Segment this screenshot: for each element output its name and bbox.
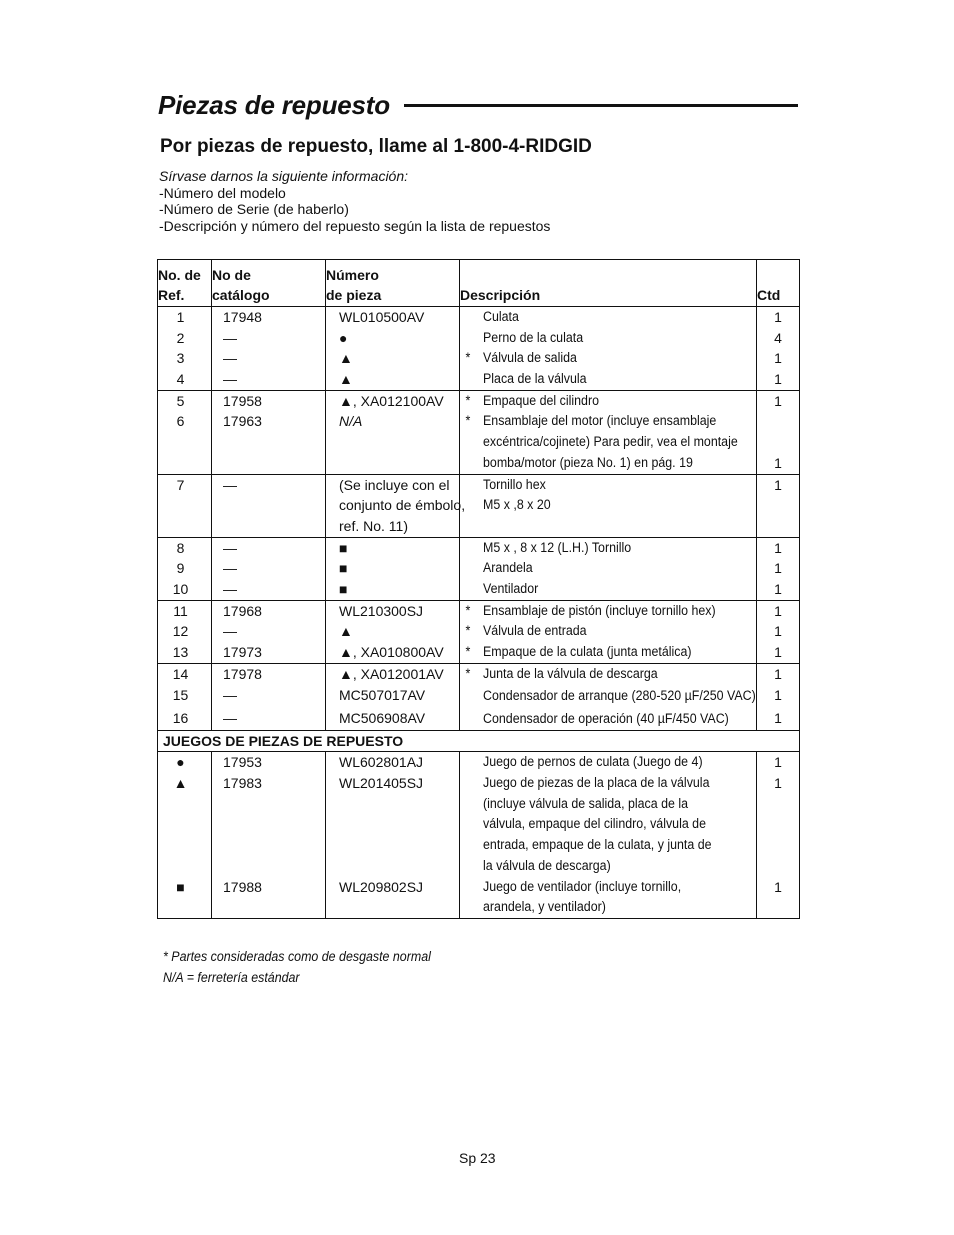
catalog-cell: 17978 — — [212,663,326,731]
header-ref: No. de Ref. [158,260,212,307]
description-text: Empaque de la culata (junta metálica) [483,644,692,659]
description-text: Empaque del cilindro [483,392,599,408]
footnote-wear: * Partes consideradas como de desgaste normal [163,949,431,964]
header-description: Descripción [460,260,757,307]
kits-heading-row [158,731,800,752]
kit-description-text: arandela, y ventilador) [483,899,606,915]
kit-description-text: Juego de ventilador (incluye tornillo, [483,878,682,894]
title-rule [404,104,798,107]
subtitle-phone: Por piezas de repuesto, llame al 1-800-4-RIDGID [160,136,592,157]
qty-cell: 1 4 1 1 [757,307,800,391]
description-text: Culata [483,309,519,324]
table-row-group [158,600,800,663]
info-item: -Descripción y número del repuesto según la lista de repuestos [159,217,551,234]
kit-description-text: entrada, empaque de la culata, y junta de [483,837,712,853]
description-text: Válvula de entrada [483,623,587,639]
wear-part-star: * [465,413,471,429]
kit-description-text: válvula, empaque del cilindro, válvula de [483,816,707,832]
info-item: -Número de Serie (de haberlo) [159,201,349,217]
description-cell [460,600,757,663]
part-number-cell: WL010500AV ● ▲ ▲ [326,307,460,391]
description-text: bomba/motor (pieza No. 1) en pág. 19 [483,454,693,470]
description-text: excéntrica/cojinete) Para pedir, vea el montaje [483,434,738,450]
description-text: M5 x ,8 x 20 [483,497,551,513]
parts-table [157,259,800,919]
wear-part-star: * [465,392,471,408]
description-text: Ventilador [483,580,539,596]
wear-part-star: * [465,623,471,639]
kit-description-text: (incluye válvula de salida, placa de la [483,795,689,811]
table-row-group [158,390,800,474]
description-text: M5 x , 8 x 12 (L.H.) Tornillo [483,539,632,555]
description-cell [460,474,757,537]
wear-part-star: * [465,665,471,681]
wear-part-star: * [465,602,471,618]
ref-cell: 14 15 16 [158,663,212,731]
qty-cell: 1 [757,474,800,537]
qty-cell: 1 1 1 [757,663,800,731]
page-title: Piezas de repuesto [158,90,390,120]
description-text: Ensamblaje de pistón (incluye tornillo hex) [483,602,716,618]
part-number-cell: (Se incluye con el conjunto de émbolo, ref. No. 11) [326,474,460,537]
description-cell [460,307,757,391]
description-text: Placa de la válvula [483,371,587,387]
kit-qty-cell: 1 1 1 [757,752,800,919]
table-row-group [158,307,800,391]
catalog-cell: 17948 — — — [212,307,326,391]
kit-ref-cell: ● ▲ ■ [158,752,212,919]
table-row-group [158,537,800,600]
ref-cell: 5 6 [158,390,212,474]
description-cell [460,537,757,600]
qty-cell: 1 1 1 [757,537,800,600]
info-lead: Sírvase darnos la siguiente información: [159,168,409,184]
wear-part-star: * [465,644,471,659]
footnote-na: N/A = ferretería estándar [163,970,300,985]
description-cell [460,663,757,731]
qty-cell: 1 1 [757,390,800,474]
description-text: Arandela [483,560,533,576]
ref-cell: 8 9 10 [158,537,212,600]
wear-part-star: * [465,350,471,366]
kits-heading: JUEGOS DE PIEZAS DE REPUESTO [163,733,404,750]
footnotes [163,946,431,988]
description-text: Condensador de arranque (280-520 µF/250 VAC) [483,688,756,704]
header-part-number: Número de pieza [326,260,460,307]
kit-part-number-cell: WL602801AJ WL201405SJ WL209802SJ [326,752,460,919]
catalog-cell: 17968 — 17973 [212,600,326,663]
kit-description-cell [460,752,757,919]
table-header-row [158,260,800,307]
info-block [159,168,550,234]
qty-cell: 1 1 1 [757,600,800,663]
ref-cell: 11 12 13 [158,600,212,663]
description-text: Perno de la culata [483,329,584,345]
description-text: Condensador de operación (40 µF/450 VAC) [483,711,729,727]
catalog-cell: — [212,474,326,537]
table-row-group [158,474,800,537]
part-number-cell: ■ ■ ■ [326,537,460,600]
kits-row-group [158,752,800,919]
description-text: Ensamblaje del motor (incluye ensamblaje [483,413,717,429]
header-catalog: No de catálogo [212,260,326,307]
part-number-cell: ▲, XA012100AV N/A [326,390,460,474]
description-text: Válvula de salida [483,350,577,366]
table-row-group [158,663,800,731]
description-text: Tornillo hex [483,476,546,492]
info-item: -Número del modelo [159,184,286,201]
description-text: Junta de la válvula de descarga [483,665,658,681]
description-cell [460,390,757,474]
part-number-cell: ▲, XA012001AV MC507017AV MC506908AV [326,663,460,731]
part-number-cell: WL210300SJ ▲ ▲, XA010800AV [326,600,460,663]
kit-description-text: Juego de piezas de la placa de la válvula [483,775,710,791]
header-qty: Ctd [757,287,781,303]
title-row [158,88,798,124]
ref-cell: 7 [158,474,212,537]
kit-catalog-cell: 17953 17983 17988 [212,752,326,919]
ref-cell: 1 2 3 4 [158,307,212,391]
catalog-cell: 17958 17963 [212,390,326,474]
page-number: Sp 23 [459,1150,496,1166]
kit-description-text: Juego de pernos de culata (Juego de 4) [483,754,703,770]
catalog-cell: — — — [212,537,326,600]
kit-description-text: la válvula de descarga) [483,857,611,873]
